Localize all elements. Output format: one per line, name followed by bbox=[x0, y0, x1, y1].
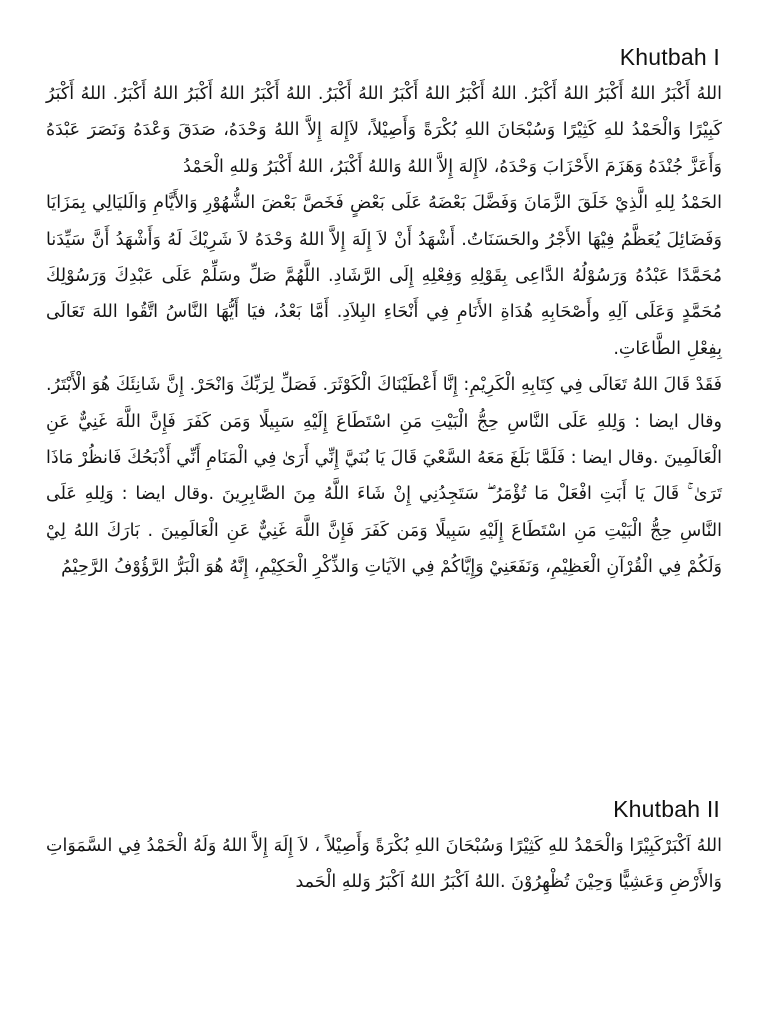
khutbah-2-body bbox=[46, 828, 722, 901]
khutbah-1-paragraph-opening-takbir: اللهُ أَكْبَرُ اللهُ أَكْبَرُ اللهُ أَكْبَرُ. اللهُ أَكْبَرُ اللهُ أَكْبَرُ اللهُ أَكْبَرُ. اللهُ أَكْبَرُ اللهُ أَكْبَرُ اللهُ أَكْبَرُ. اللهُ أَكْبَرُ كَبِيْرًا وَالْحَمْدُ للهِ كَثِيْرًا وَسُبْحَانَ اللهِ بُكْرَةً وَأَصِيْلاً، لاَإِلهَ إِلاَّ اللهُ وَحْدَهُ، صَدَقَ وَعْدَهُ وَنَصَرَ عَبْدَهُ وَأَعَزَّ جُنْدَهُ وَهَزَمَ الأَحْزَابَ وَحْدَهُ، لاَإِلهَ إِلاَّ اللهُ وَاللهُ أَكْبَرُ، اللهُ أَكْبَرُ وَللهِ الْحَمْدُ bbox=[46, 84, 722, 177]
khutbah-1-heading: Khutbah I bbox=[619, 44, 720, 70]
khutbah-2-paragraph-takbir: اللهُ اَكْبَرْكَبِيْرًا وَالْحَمْدُ للهِ كَثِيْرًا وَسُبْحَانَ اللهِ بُكْرَةً وَأَصِيْلاً ، لاَ إِلَهَ إِلاَّ اللهُ وَلَهُ الْحَمْدُ فِي السَّمَوَاتِ وَالأَرْضِ وَعَشِيًّا وَحِيْنَ تُظْهِرُوْنَ .اللهُ اَكْبَرُ اللهُ اَكْبَرُ وَللهِ الْحَمد bbox=[46, 836, 722, 893]
khutbah-2-heading: Khutbah II bbox=[613, 796, 720, 822]
khutbah-1-body bbox=[46, 76, 722, 586]
khutbah-1-paragraph-quran-verses: فَقَدْ قَالَ اللهُ تَعَالَى فِي كِتَابِهِ الْكَرِيْمِ: إِنَّا أَعْطَيْنَاكَ الْكَوْثَرَ. فَصَلِّ لِرَبِّكَ وَانْحَرْ. إِنَّ شَانِئَكَ هُوَ الْأَبْتَرُ. وقال ايضا : وَلِلهِ عَلَى النَّاسِ حِجُّ الْبَيْتِ مَنِ اسْتَطَاعَ إِلَيْهِ سَبِيلًا وَمَن كَفَرَ فَإِنَّ اللَّهَ غَنِيٌّ عَنِ الْعَالَمِينَ .وقال ايضا : فَلَمَّا بَلَغَ مَعَهُ السَّعْيَ قَالَ يَا بُنَيَّ إِنِّي أَرَىٰ فِي الْمَنَامِ أَنِّي أَذْبَحُكَ فَانظُرْ مَاذَا تَرَىٰ ۚ قَالَ يَا أَبَتِ افْعَلْ مَا تُؤْمَرُ ۖ سَتَجِدُنِي إِنْ شَاءَ اللَّهُ مِنَ الصَّابِرِينَ .وقال ايضا : وَلِلهِ عَلَى النَّاسِ حِجُّ الْبَيْتِ مَنِ اسْتَطَاعَ إِلَيْهِ سَبِيلًا وَمَن كَفَرَ فَإِنَّ اللَّهَ غَنِيٌّ عَنِ الْعَالَمِينَ . بَارَكَ اللهُ لِيْ وَلَكُمْ فِي الْقُرْآنِ الْعَظِيْمِ، وَنَفَعَنِيْ وَإِيَّاكُمْ فِي الآيَاتِ وَالذِّكْرِ الْحَكِيْمِ، إِنَّهُ هُوَ الْبَرُّ الرَّؤُوْفُ الرَّحِيْمُ bbox=[46, 375, 722, 578]
khutbah-1-paragraph-praise-and-testimony: الحَمْدُ لِلهِ الَّذِيْ خَلَقَ الزَّمَانَ وَفَضَّلَ بَعْضَهُ عَلَى بَعْضٍ فَخَصَّ بَعْضَ الشُّهُوْرِ وَالأَيَّامِ وَالَليَالِي بِمَزَايَا وَفَضَائِلَ يُعَظَّمُ فِيْهَا الأَجْرُ والحَسَنَاتُ. أَشْهَدُ أَنْ لاَ إِلَهَ إِلاَّ اللهُ وَحْدَهُ لاَ شَرِيْكَ لَهُ وَأَشْهَدُ أَنَّ سَيِّدَنا مُحَمَّدًا عَبْدُهُ وَرَسُوْلُهُ الدَّاعِى بِقَوْلِهِ وَفِعْلِهِ إِلَى الرَّشَادِ. اللَّهُمَّ صَلِّ وسَلِّمْ عَلَى عَبْدِكَ وَرَسُوْلِكَ مُحَمَّدٍ وَعَلَى آلِهِ وأَصْحَابِهِ هُدَاةِ الأَنَامِ فِي أَنْحَاءِ البِلاَدِ. أَمَّا بَعْدُ، فيَا أَيُّهَا النَّاسُ اتَّقُوا اللهَ تَعَالَى بِفِعْلِ الطَّاعَاتِ. bbox=[46, 193, 722, 359]
